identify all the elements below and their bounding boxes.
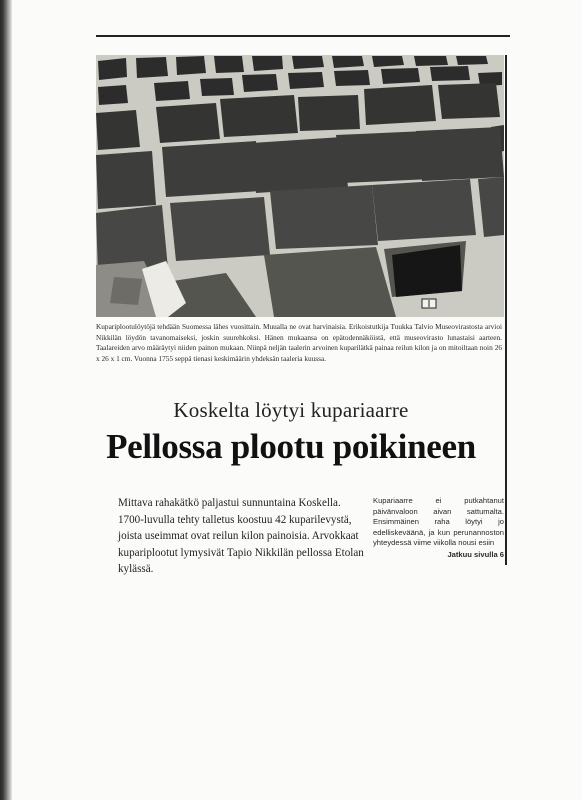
copper-plates-photo bbox=[96, 55, 504, 317]
kicker-heading: Koskelta löytyi kupariaarre bbox=[173, 398, 409, 422]
headline: Pellossa plootu poikineen bbox=[106, 427, 476, 466]
photo-caption: Kupariplootulöytöjä tehdään Suomessa lähes vuosittain. Muualla ne ovat harvinaisia. Erikoistutkija Tuukka Talvio Museovirastosta arvioi Nikkilän löydön tavanomaiseksi, joskin suurehkoksi. Hänen mukaansa on epätodennäköistä, että museovirasto lunastaisi aarteen. Taalareiden arvo määräytyi niiden painon mukaan. Niinpä neljän taalerin arvoinen kuparilätkä painaa reilun kilon ja on mitoiltaan noin 26 x 26 x 1 cm. Vuonna 1755 seppä tienasi keskimäärin yhdeksän taaleria kuussa. bbox=[96, 322, 502, 363]
continued-label: Jatkuu sivulla 6 bbox=[447, 549, 504, 559]
top-rule bbox=[96, 35, 510, 37]
body-column bbox=[373, 496, 504, 561]
body-column-text: Kupariaarre ei putkahtanut päivänvaloon aivan sattumalta. Ensimmäinen raha löytyi jo edelliskeväänä, ja kun perunannoston yhteydessä viime viikolla nousi esiin bbox=[373, 496, 504, 548]
column-rule bbox=[505, 55, 507, 565]
lead-paragraph: Mittava rahakätkö paljastui sunnuntaina Koskella. 1700-luvulla tehty talletus koostuu 42 kuparilevystä, joista useimmat ovat reilun kilon painoisia. Arvokkaat kupariplootut lymysivät Tapio Nikkilän pellossa Etolan kylässä. bbox=[118, 497, 364, 576]
